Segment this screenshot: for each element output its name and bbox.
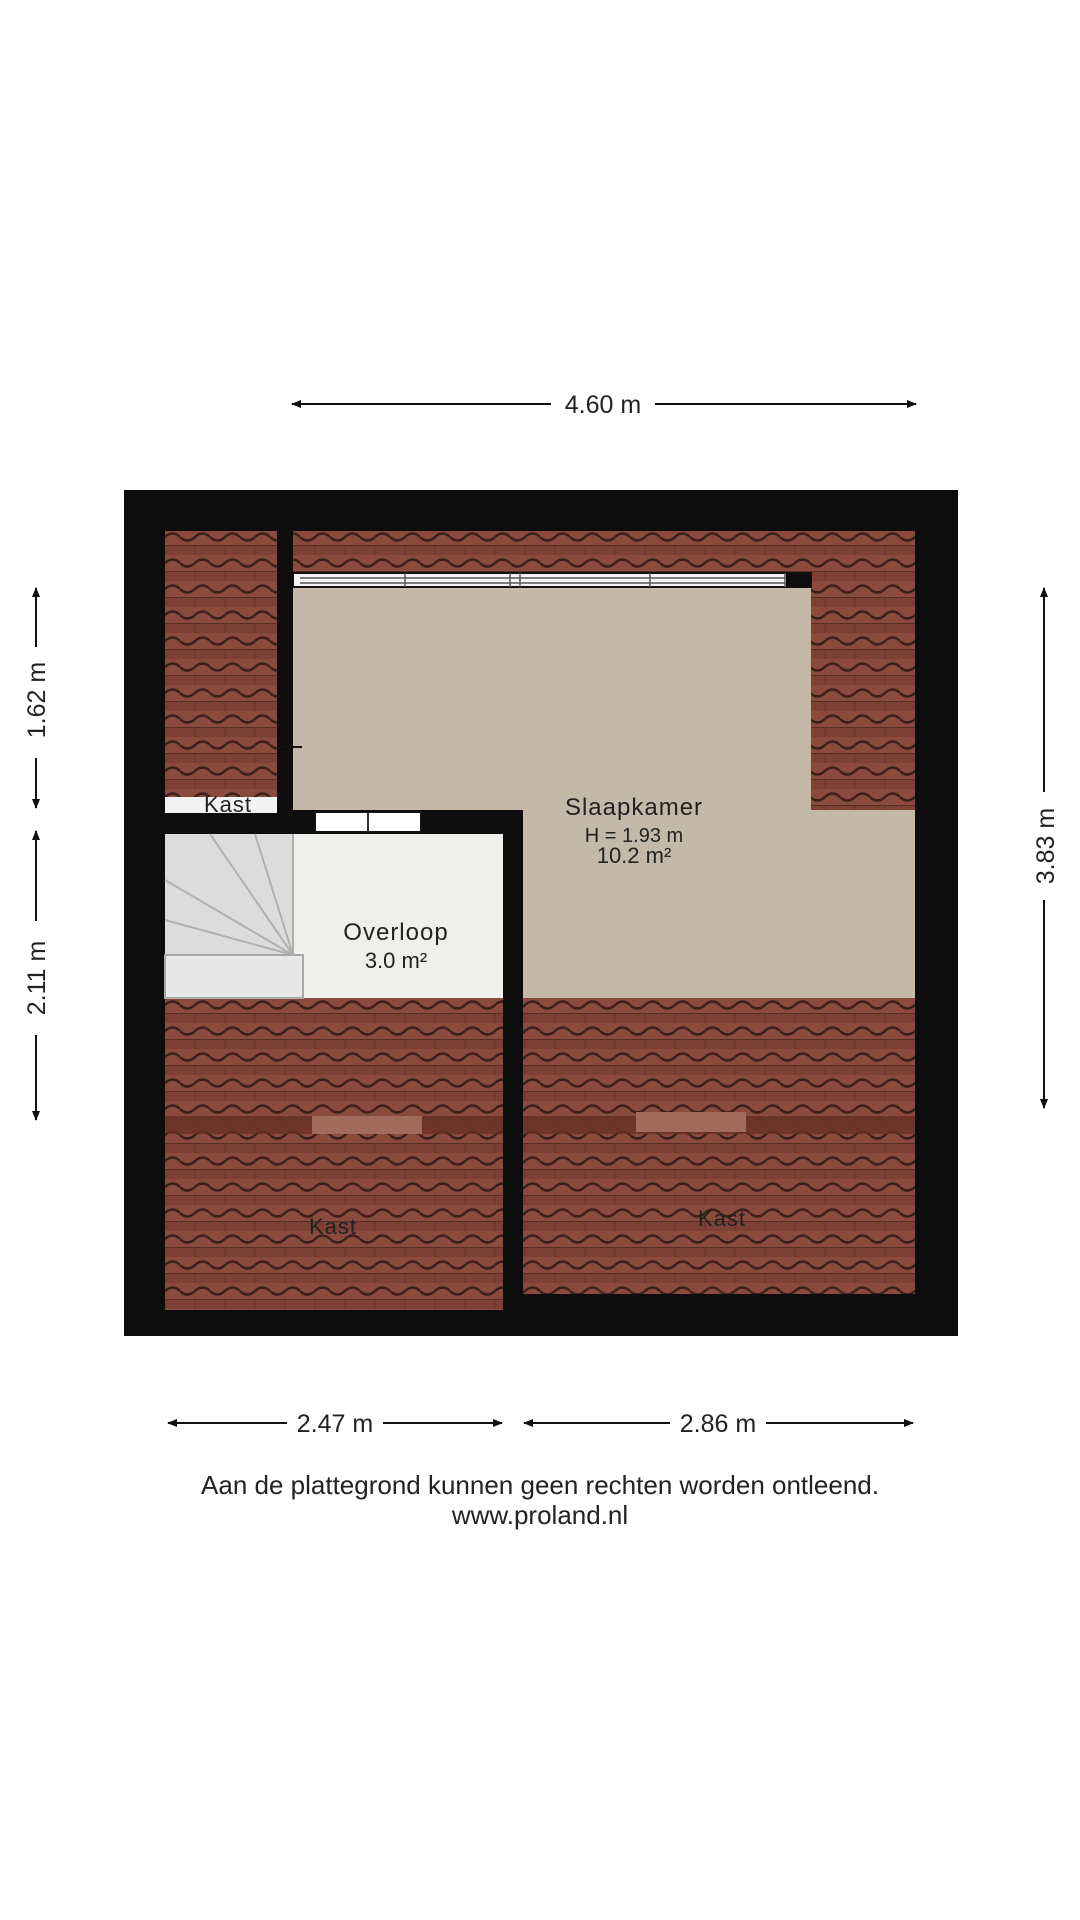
dimension-right-label: 3.83 m: [1032, 807, 1060, 885]
ridge-line: [165, 1116, 915, 1134]
dimension-left-lower-label: 2.11 m: [23, 940, 51, 1016]
overloop-area: 3.0 m²: [364, 948, 428, 973]
interior-wall-overloop-right: [503, 810, 523, 998]
slaapkamer-floor-right: [811, 825, 915, 998]
footer-website: www.proland.nl: [451, 1500, 629, 1530]
dimension-left-lower: [23, 831, 51, 1120]
dimension-bottom-right-label: 2.86 m: [679, 1410, 757, 1438]
roof-area-left-top: [165, 531, 290, 797]
dimension-left-upper-label: 1.62 m: [23, 661, 51, 739]
kast-bottom-right-name: Kast: [697, 1206, 747, 1231]
roof-window-right: [636, 1112, 746, 1132]
footer-disclaimer: Aan de plattegrond kunnen geen rechten worden ontleend.: [201, 1470, 879, 1500]
slaapkamer-name: Slaapkamer: [564, 794, 704, 821]
kast-bottom-left-name: Kast: [308, 1214, 358, 1239]
roof-window-left: [312, 1116, 422, 1134]
staircase: [165, 834, 303, 998]
roof-area-bottom-right: [523, 998, 915, 1294]
slaapkamer-floor: [293, 586, 811, 814]
roof-area-right-top: [810, 573, 915, 825]
dormer-window: [293, 573, 811, 587]
interior-wall-bottom-divider: [503, 998, 523, 1310]
overloop-name: Overloop: [343, 919, 449, 946]
roof-area-bottom-left: [165, 998, 503, 1310]
dimension-bottom-left: [168, 1410, 502, 1438]
kast-top-name: Kast: [203, 792, 253, 817]
dimension-top: [292, 391, 916, 419]
dimension-bottom-right: [524, 1410, 913, 1438]
dimension-right: [1032, 588, 1060, 1108]
dimension-bottom-left-label: 2.47 m: [296, 1410, 374, 1438]
window-frame-end: [786, 573, 810, 587]
slaapkamer-area: 10.2 m²: [596, 843, 672, 868]
dimension-left-upper: [23, 588, 51, 808]
dimension-top-label: 4.60 m: [564, 391, 642, 419]
slaapkamer-height: H = 1.93 m: [584, 825, 684, 847]
interior-wall-left: [277, 531, 293, 810]
